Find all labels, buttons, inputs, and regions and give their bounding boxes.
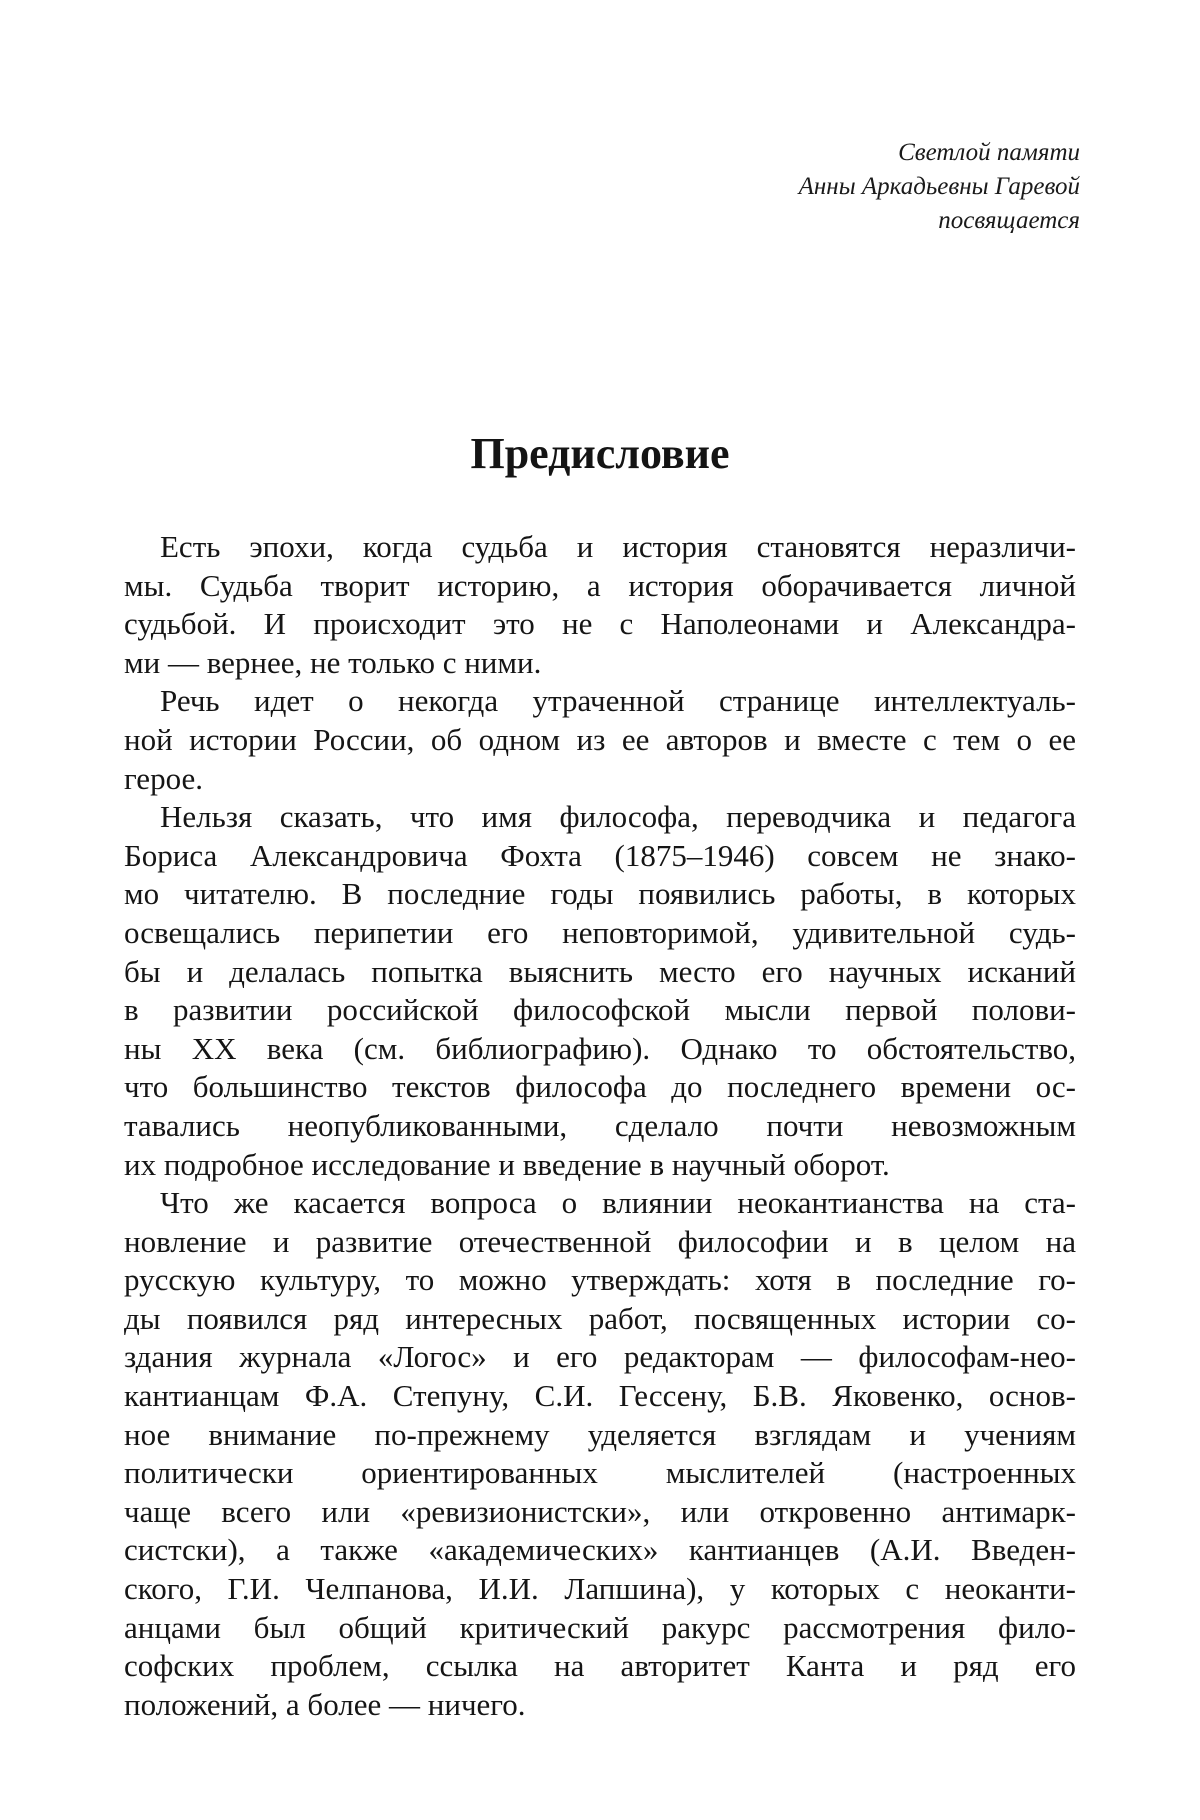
text-line: кантианцам Ф.А. Степуну, С.И. Гессену, Б.В. Яковенко, основ-	[124, 1378, 1076, 1414]
text-line: ны XX века (см. библиографию). Однако то обстоятельство,	[124, 1030, 1076, 1066]
text-line: Речь идет о некогда утраченной странице интеллектуаль-	[160, 683, 1076, 719]
text-line: анцами был общий критический ракурс рассмотрения фило-	[124, 1609, 1076, 1645]
text-line: бы и делалась попытка выяснить место его научных исканий	[124, 953, 1076, 989]
text-line: Бориса Александровича Фохта (1875–1946) совсем не знако-	[124, 837, 1076, 873]
dedication-line: посвящается	[938, 207, 1080, 234]
text-line: софских проблем, ссылка на авторитет Канта и ряд его	[124, 1648, 1076, 1684]
text-line: мы. Судьба творит историю, а история оборачивается личной	[124, 567, 1076, 603]
text-line: новление и развитие отечественной философии и в целом на	[124, 1223, 1076, 1259]
text-line: освещались перипетии его неповторимой, удивительной судь-	[124, 914, 1076, 950]
text-line: Нельзя сказать, что имя философа, переводчика и педагога	[160, 799, 1076, 835]
text-line: политически ориентированных мыслителей (настроенных	[124, 1455, 1076, 1491]
text-line: систски), а также «академических» кантианцев (А.И. Введен-	[124, 1532, 1076, 1568]
text-line: Что же касается вопроса о влиянии неокантианства на ста-	[160, 1185, 1076, 1221]
text-line: ды появился ряд интересных работ, посвященных истории со-	[124, 1300, 1076, 1336]
text-line: ми — вернее, не только с ними.	[124, 644, 542, 680]
text-line: чаще всего или «ревизионистски», или откровенно антимарк-	[124, 1493, 1076, 1529]
text-line: здания журнала «Логос» и его редакторам — философам-нео-	[124, 1339, 1076, 1375]
dedication	[560, 136, 1080, 238]
text-line: русскую культуру, то можно утверждать: хотя в последние го-	[124, 1262, 1076, 1298]
text-line: ского, Г.И. Челпанова, И.И. Лапшина), у которых с неоканти-	[124, 1571, 1076, 1607]
text-line: в развитии российской философской мысли первой полови-	[124, 992, 1076, 1028]
text-line: их подробное исследование и введение в научный оборот.	[124, 1146, 890, 1182]
text-line: судьбой. И происходит это не с Наполеонами и Александра-	[124, 606, 1076, 642]
text-line: тавались неопубликованными, сделало почти невозможным	[124, 1107, 1076, 1143]
text-line: мо читателю. В последние годы появились работы, в которых	[124, 876, 1076, 912]
text-line: положений, а более — ничего.	[124, 1686, 526, 1722]
dedication-line: Анны Аркадьевны Гаревой	[798, 173, 1080, 200]
page-title: Предисловие	[470, 429, 730, 478]
text-line: ной истории России, об одном из ее авторов и вместе с тем о ее	[124, 721, 1076, 757]
text-line: что большинство текстов философа до последнего времени ос-	[124, 1069, 1076, 1105]
body-text	[124, 528, 1076, 1724]
text-line: герое.	[124, 760, 203, 796]
text-line: Есть эпохи, когда судьба и история становятся неразличи-	[160, 529, 1076, 564]
text-line: ное внимание по-прежнему уделяется взглядам и учениям	[124, 1416, 1076, 1452]
dedication-line: Светлой памяти	[898, 139, 1080, 166]
